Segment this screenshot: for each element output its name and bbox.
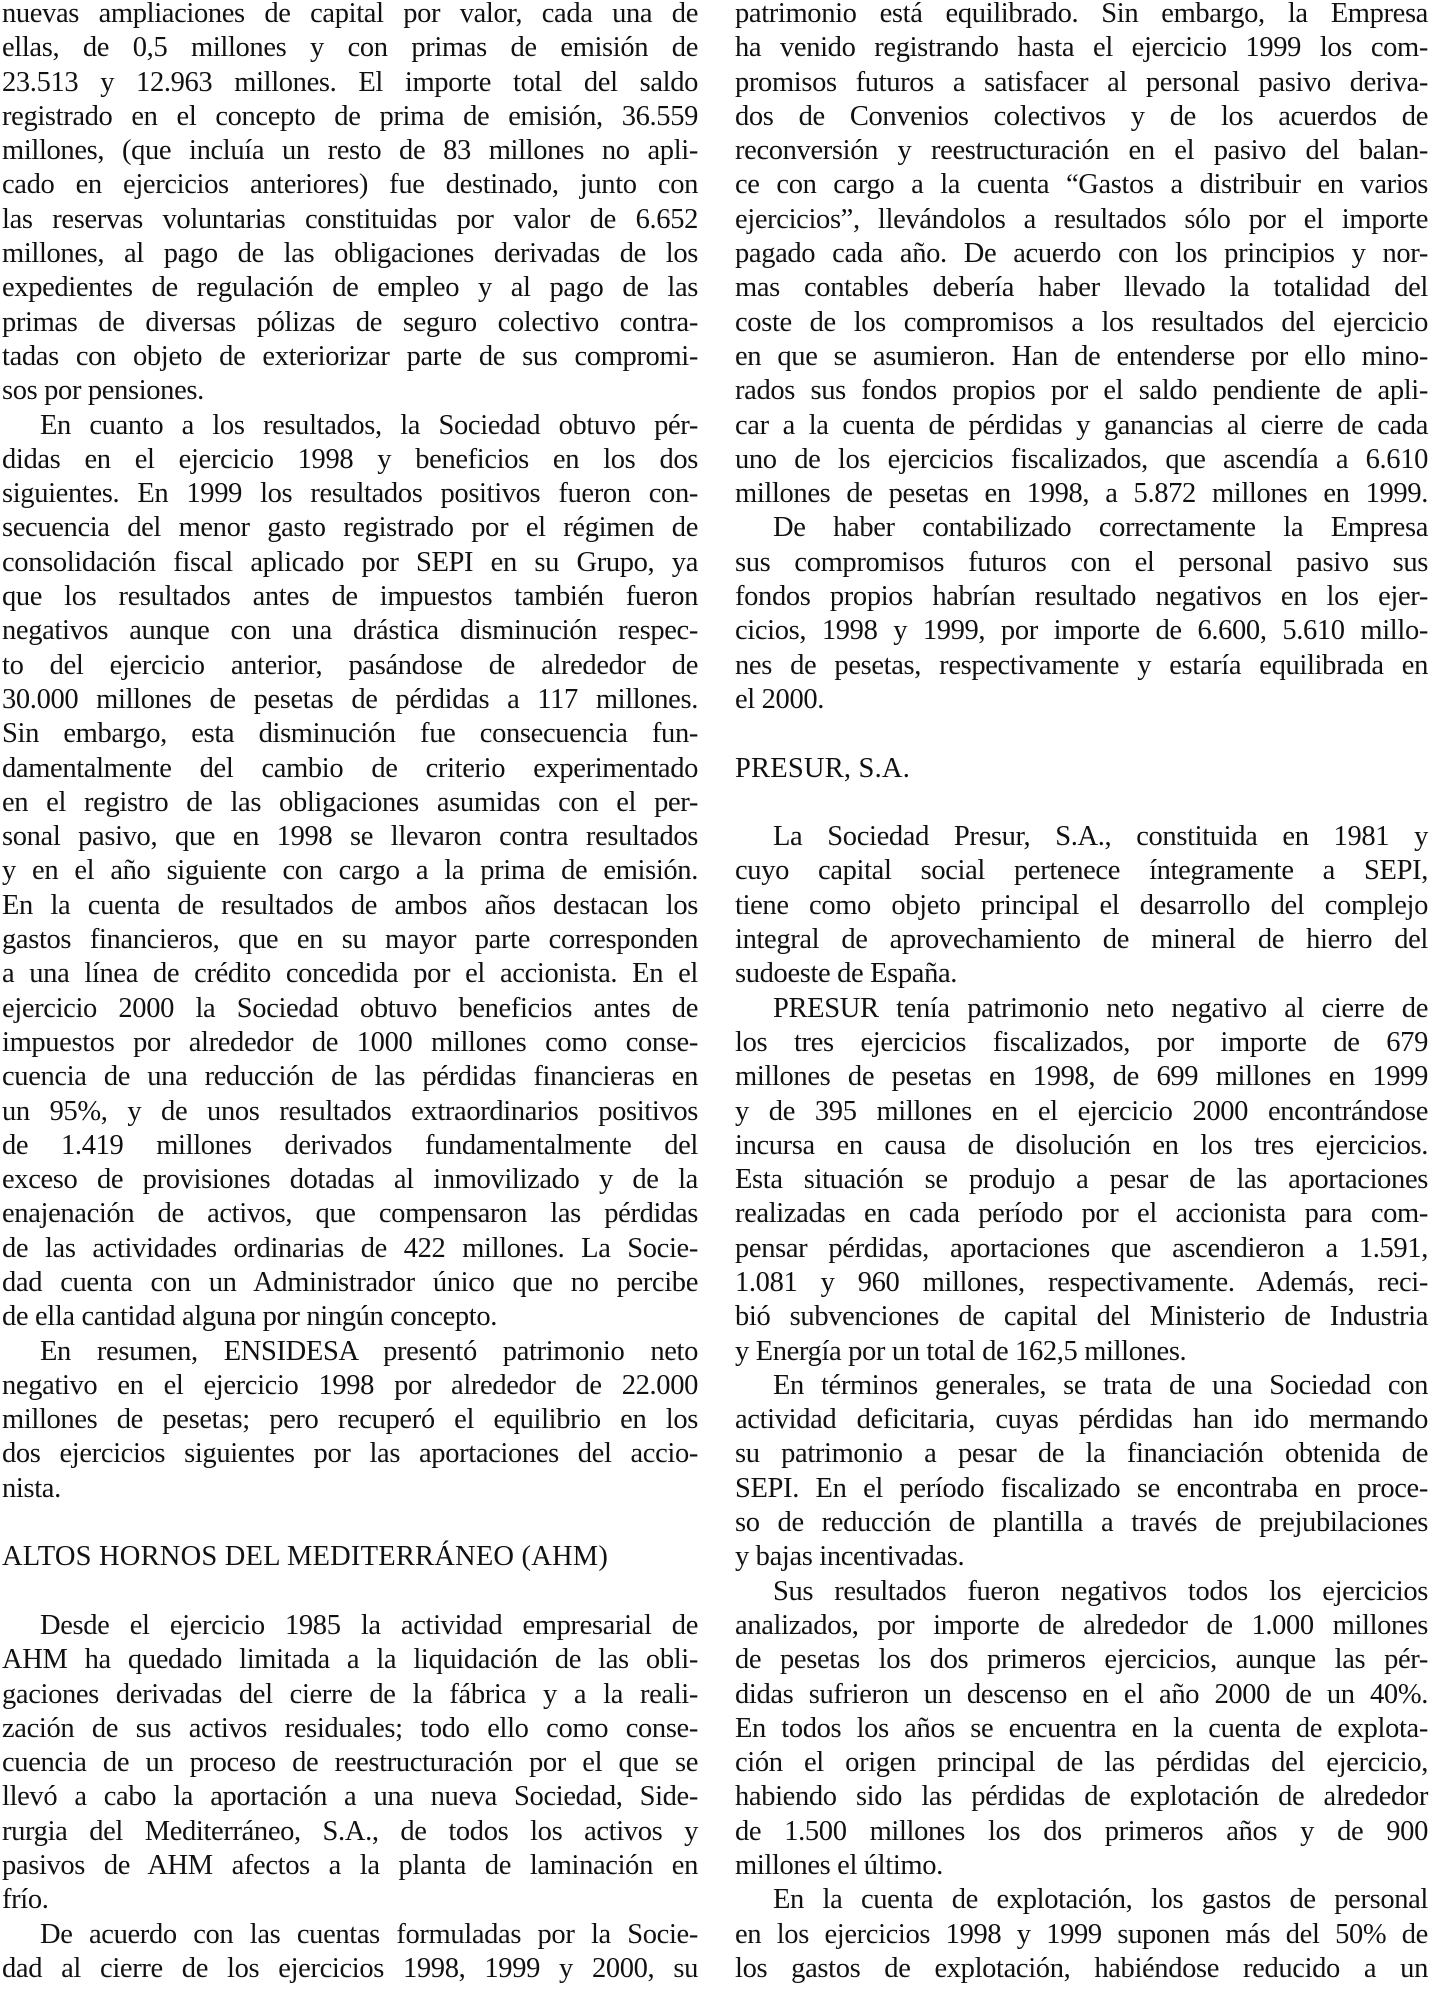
text-line: pensar pérdidas, aportaciones que ascendieron a 1.591,	[735, 1232, 1428, 1264]
text-line: didas en el ejercicio 1998 y beneficios en los dos	[2, 443, 698, 475]
text-line: coste de los compromisos a los resultados del ejercicio	[735, 306, 1428, 338]
text-line: millones de pesetas en 1998, de 699 millones en 1999	[735, 1061, 1428, 1093]
paragraph	[735, 0, 1428, 511]
paragraph	[735, 1883, 1428, 1986]
text-line: Desde el ejercicio 1985 la actividad empresarial de	[40, 1609, 698, 1641]
text-line: La Sociedad Presur, S.A., constituida en 1981 y	[773, 821, 1428, 853]
text-line: De haber contabilizado correctamente la Empresa	[773, 512, 1428, 544]
text-line: nista.	[2, 1472, 61, 1504]
text-line: patrimonio está equilibrado. Sin embargo, la Empresa	[735, 0, 1428, 29]
text-line: ejercicios”, llevándolos a resultados sólo por el importe	[735, 203, 1428, 235]
paragraph	[735, 1575, 1428, 1884]
text-line: millones de pesetas; pero recuperó el equilibrio en los	[2, 1404, 698, 1436]
text-line: en que se asumieron. Han de entenderse por ello mino-	[735, 340, 1428, 372]
text-line: millones, (que incluía un resto de 83 millones no apli-	[2, 135, 698, 167]
text-line: sus compromisos futuros con el personal pasivo sus	[735, 546, 1428, 578]
text-line: tiene como objeto principal el desarrollo del complejo	[735, 889, 1428, 921]
text-line: dos de Convenios colectivos y de los acuerdos de	[735, 100, 1428, 132]
paragraph	[735, 992, 1428, 1369]
paragraph	[735, 511, 1428, 717]
paragraph	[2, 0, 698, 409]
text-line: millones de pesetas en 1998, a 5.872 millones en 1999.	[735, 478, 1428, 510]
text-line: car a la cuenta de pérdidas y ganancias al cierre de cada	[735, 409, 1428, 441]
text-line: PRESUR tenía patrimonio neto negativo al cierre de	[773, 992, 1428, 1024]
text-line: su patrimonio a pesar de la financiación obtenida de	[735, 1438, 1428, 1470]
text-line: ce con cargo a la cuenta “Gastos a distribuir en varios	[735, 169, 1428, 201]
text-line: Sus resultados fueron negativos todos los ejercicios	[773, 1575, 1428, 1607]
text-line: en el registro de las obligaciones asumidas con el per-	[2, 786, 698, 818]
text-line: el 2000.	[735, 683, 825, 715]
text-line: uno de los ejercicios fiscalizados, que ascendía a 6.610	[735, 443, 1428, 475]
text-line: reconversión y reestructuración en el pasivo del balan-	[735, 135, 1428, 167]
text-line: expedientes de regulación de empleo y al pago de las	[2, 272, 698, 304]
text-line: negativo en el ejercicio 1998 por alrededor de 22.000	[2, 1369, 698, 1401]
text-line: de pesetas los dos primeros ejercicios, aunque las pér-	[735, 1644, 1428, 1676]
text-line: cicios, 1998 y 1999, por importe de 6.600, 5.610 millo-	[735, 615, 1428, 647]
text-line: de 1.500 millones los dos primeros años y de 900	[735, 1815, 1428, 1847]
text-line: dos ejercicios siguientes por las aportaciones del accio-	[2, 1438, 698, 1470]
text-line: ellas, de 0,5 millones y con primas de emisión de	[2, 32, 698, 64]
text-line: registrado en el concepto de prima de emisión, 36.559	[2, 100, 698, 132]
text-line: millones, al pago de las obligaciones derivadas de los	[2, 238, 698, 270]
section-heading: PRESUR, S.A.	[735, 752, 911, 784]
text-line: 23.513 y 12.963 millones. El importe total del saldo	[2, 66, 698, 98]
text-line: y en el año siguiente con cargo a la prima de emisión.	[2, 855, 698, 887]
text-line: to del ejercicio anterior, pasándose de alrededor de	[2, 649, 698, 681]
text-line: dad al cierre de los ejercicios 1998, 1999 y 2000, su	[2, 1952, 698, 1984]
text-line: dad cuenta con un Administrador único que no percibe	[2, 1266, 698, 1298]
text-line: pagado cada año. De acuerdo con los principios y nor-	[735, 238, 1428, 270]
text-line: En la cuenta de resultados de ambos años destacan los	[2, 889, 698, 921]
text-line: los tres ejercicios fiscalizados, por importe de 679	[735, 1026, 1428, 1058]
text-line: secuencia del menor gasto registrado por el régimen de	[2, 512, 698, 544]
text-line: AHM ha quedado limitada a la liquidación de las obli-	[2, 1644, 698, 1676]
text-line: En cuanto a los resultados, la Sociedad obtuvo pér-	[40, 409, 698, 441]
text-line: cuencia de un proceso de reestructuración por el que se	[2, 1747, 698, 1779]
text-line: y de 395 millones en el ejercicio 2000 encontrándose	[735, 1095, 1428, 1127]
text-line: sudoeste de España.	[735, 958, 958, 990]
text-line: integral de aprovechamiento de mineral de hierro del	[735, 924, 1428, 956]
text-line: y Energía por un total de 162,5 millones.	[735, 1335, 1187, 1367]
paragraph	[2, 1335, 698, 1506]
text-line: incursa en causa de disolución en los tres ejercicios.	[735, 1129, 1428, 1161]
text-line: nes de pesetas, respectivamente y estaría equilibrada en	[735, 649, 1428, 681]
text-line: llevó a cabo la aportación a una nueva Sociedad, Side-	[2, 1781, 698, 1813]
text-line: Sin embargo, esta disminución fue consecuencia fun-	[2, 718, 698, 750]
text-line: negativos aunque con una drástica disminución respec-	[2, 615, 698, 647]
text-line: SEPI. En el período fiscalizado se encontraba en proce-	[735, 1472, 1428, 1504]
left-column	[2, 0, 698, 1986]
text-line: millones el último.	[735, 1850, 943, 1882]
text-line: En la cuenta de explotación, los gastos de personal	[773, 1884, 1428, 1916]
text-line: a una línea de crédito concedida por el accionista. En el	[2, 958, 698, 990]
text-line: cado en ejercicios anteriores) fue destinado, junto con	[2, 169, 698, 201]
text-line: fondos propios habrían resultado negativos en los ejer-	[735, 581, 1428, 613]
text-line: ha venido registrando hasta el ejercicio 1999 los com-	[735, 32, 1428, 64]
text-line: nuevas ampliaciones de capital por valor, cada una de	[2, 0, 698, 29]
paragraph	[2, 1609, 698, 1918]
text-line: 1.081 y 960 millones, respectivamente. Además, reci-	[735, 1266, 1428, 1298]
text-line: promisos futuros a satisfacer al personal pasivo deriva-	[735, 66, 1428, 98]
text-line: rados sus fondos propios por el saldo pendiente de apli-	[735, 375, 1428, 407]
paragraph	[2, 409, 698, 1335]
text-line: De acuerdo con las cuentas formuladas por la Socie-	[40, 1918, 698, 1950]
text-line: rurgia del Mediterráneo, S.A., de todos los activos y	[2, 1815, 698, 1847]
text-line: de las actividades ordinarias de 422 millones. La Socie-	[2, 1232, 698, 1264]
text-line: tadas con objeto de exteriorizar parte de sus compromi-	[2, 340, 698, 372]
text-line: impuestos por alrededor de 1000 millones como conse-	[2, 1026, 698, 1058]
text-line: de 1.419 millones derivados fundamentalmente del	[2, 1129, 698, 1161]
text-line: bió subvenciones de capital del Ministerio de Industria	[735, 1301, 1428, 1333]
text-line: didas sufrieron un descenso en el año 2000 de un 40%.	[735, 1678, 1428, 1710]
text-line: ejercicio 2000 la Sociedad obtuvo beneficios antes de	[2, 992, 698, 1024]
text-line: un 95%, y de unos resultados extraordinarios positivos	[2, 1095, 698, 1127]
text-line: consolidación fiscal aplicado por SEPI en su Grupo, ya	[2, 546, 698, 578]
text-line: gastos financieros, que en su mayor parte corresponden	[2, 924, 698, 956]
text-line: 30.000 millones de pesetas de pérdidas a 117 millones.	[2, 683, 698, 715]
right-column	[735, 0, 1428, 1986]
text-line: exceso de provisiones dotadas al inmovilizado y de la	[2, 1164, 698, 1196]
text-line: analizados, por importe de alrededor de 1.000 millones	[735, 1609, 1428, 1641]
text-line: primas de diversas pólizas de seguro colectivo contra-	[2, 306, 698, 338]
text-line: so de reducción de plantilla a través de prejubilaciones	[735, 1507, 1428, 1539]
text-line: enajenación de activos, que compensaron las pérdidas	[2, 1198, 698, 1230]
text-line: sos por pensiones.	[2, 375, 204, 407]
text-line: En resumen, ENSIDESA presentó patrimonio neto	[40, 1335, 698, 1367]
text-line: en los ejercicios 1998 y 1999 suponen más del 50% de	[735, 1918, 1428, 1950]
text-line: Esta situación se produjo a pesar de las aportaciones	[735, 1164, 1428, 1196]
text-line: que los resultados antes de impuestos también fueron	[2, 581, 698, 613]
text-line: las reservas voluntarias constituidas por valor de 6.652	[2, 203, 698, 235]
text-line: habiendo sido las pérdidas de explotación de alrededor	[735, 1781, 1428, 1813]
text-line: mas contables debería haber llevado la totalidad del	[735, 272, 1428, 304]
text-line: gaciones derivadas del cierre de la fábrica y a la reali-	[2, 1678, 698, 1710]
text-line: frío.	[2, 1884, 49, 1916]
text-line: siguientes. En 1999 los resultados positivos fueron con-	[2, 478, 698, 510]
text-line: actividad deficitaria, cuyas pérdidas han ido mermando	[735, 1404, 1428, 1436]
text-line: pasivos de AHM afectos a la planta de laminación en	[2, 1850, 698, 1882]
paragraph	[2, 1918, 698, 1987]
section-heading: ALTOS HORNOS DEL MEDITERRÁNEO (AHM)	[2, 1541, 609, 1573]
text-line: cuyo capital social pertenece íntegramente a SEPI,	[735, 855, 1428, 887]
text-line: sonal pasivo, que en 1998 se llevaron contra resultados	[2, 821, 698, 853]
text-line: zación de sus activos residuales; todo ello como conse-	[2, 1712, 698, 1744]
text-line: damentalmente del cambio de criterio experimentado	[2, 752, 698, 784]
text-line: y bajas incentivadas.	[735, 1541, 965, 1573]
text-line: de ella cantidad alguna por ningún concepto.	[2, 1301, 498, 1333]
text-line: los gastos de explotación, habiéndose reducido a un	[735, 1952, 1428, 1984]
paragraph	[735, 820, 1428, 991]
text-line: realizadas en cada período por el accionista para com-	[735, 1198, 1428, 1230]
text-line: En términos generales, se trata de una Sociedad con	[773, 1369, 1428, 1401]
text-line: cuencia de una reducción de las pérdidas financieras en	[2, 1061, 698, 1093]
text-line: ción el origen principal de las pérdidas del ejercicio,	[735, 1747, 1428, 1779]
text-line: En todos los años se encuentra en la cuenta de explota-	[735, 1712, 1428, 1744]
paragraph	[735, 1369, 1428, 1575]
